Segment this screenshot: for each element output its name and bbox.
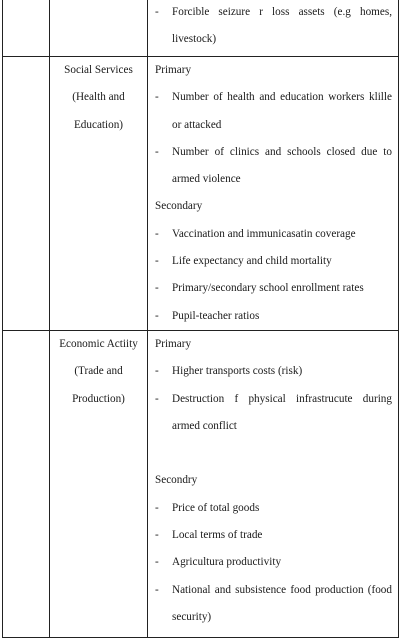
dash-bullet: -: [155, 501, 159, 514]
section-heading: Secondry: [155, 474, 198, 487]
dash-bullet: -: [155, 6, 159, 18]
list-item-text: Agricultura productivity: [172, 556, 282, 569]
category-cell: [50, 0, 148, 57]
list-item-text: Price of total goods: [172, 501, 260, 514]
section-heading: Secondary: [155, 200, 203, 213]
list-item: [155, 522, 392, 549]
category-cell: [50, 57, 148, 331]
list-item: [155, 275, 392, 302]
blank-line: [155, 440, 392, 467]
list-item-text: Higher transports costs (risk): [172, 365, 303, 378]
list-item: [155, 495, 392, 522]
dash-bullet: -: [155, 309, 159, 322]
list-item: [155, 0, 392, 54]
category-label-line: Economic Actiity: [59, 337, 138, 350]
dash-bullet: -: [155, 91, 159, 104]
table-row: [3, 0, 399, 57]
list-item-text: National and subsistence food production (food security): [172, 583, 392, 623]
list-item: [155, 386, 392, 441]
list-item-text: Life expectancy and child mortality: [172, 255, 332, 268]
list-item: [155, 549, 392, 576]
list-item: [155, 84, 392, 139]
category-label-line: (Trade and: [74, 365, 123, 378]
list-item-text: Destruction f physical infrastrucute during armed conflict: [172, 392, 392, 432]
dash-bullet: -: [155, 145, 159, 158]
indicators-cell: [148, 330, 399, 637]
blank-cell: [3, 0, 50, 57]
list-item: [155, 139, 392, 194]
list-item: [155, 303, 392, 330]
section-heading: Primary: [155, 64, 192, 76]
indicators-cell: [148, 57, 399, 331]
category-cell: [50, 330, 148, 637]
list-item-text: Number of health and education workers klille or attacked: [172, 91, 392, 131]
section-heading: Primary: [155, 337, 192, 350]
blank-cell: [3, 330, 50, 637]
dash-bullet: -: [155, 583, 159, 596]
category-label-line: (Health and: [72, 91, 125, 104]
dash-bullet: -: [155, 282, 159, 295]
list-item-text: Local terms of trade: [172, 529, 263, 542]
list-item: [155, 221, 392, 248]
list-item: [155, 577, 392, 632]
indicator-table: [2, 0, 399, 638]
category-label-line: Production): [72, 392, 125, 405]
category-label-line: Education): [73, 118, 124, 131]
category-label-line: Social Services: [64, 64, 133, 76]
list-item-text: Forcible seizure r loss assets (e.g homes, livestock): [172, 6, 392, 46]
list-item-text: Number of clinics and schools closed due to armed violence: [172, 145, 392, 186]
dash-bullet: -: [155, 227, 159, 240]
list-item: [155, 358, 392, 385]
table-row: [3, 330, 399, 637]
list-item: [155, 248, 392, 275]
indicators-cell: [148, 0, 399, 57]
dash-bullet: -: [155, 255, 159, 268]
blank-cell: [3, 57, 50, 331]
list-item-text: Vaccination and immunicasatin coverage: [172, 227, 356, 240]
list-item-text: Pupil-teacher ratios: [172, 309, 260, 322]
dash-bullet: -: [155, 556, 159, 569]
dash-bullet: -: [155, 392, 159, 405]
list-item-text: Primary/secondary school enrollment rates: [172, 282, 364, 295]
dash-bullet: -: [155, 529, 159, 542]
table-row: [3, 57, 399, 331]
dash-bullet: -: [155, 365, 159, 378]
